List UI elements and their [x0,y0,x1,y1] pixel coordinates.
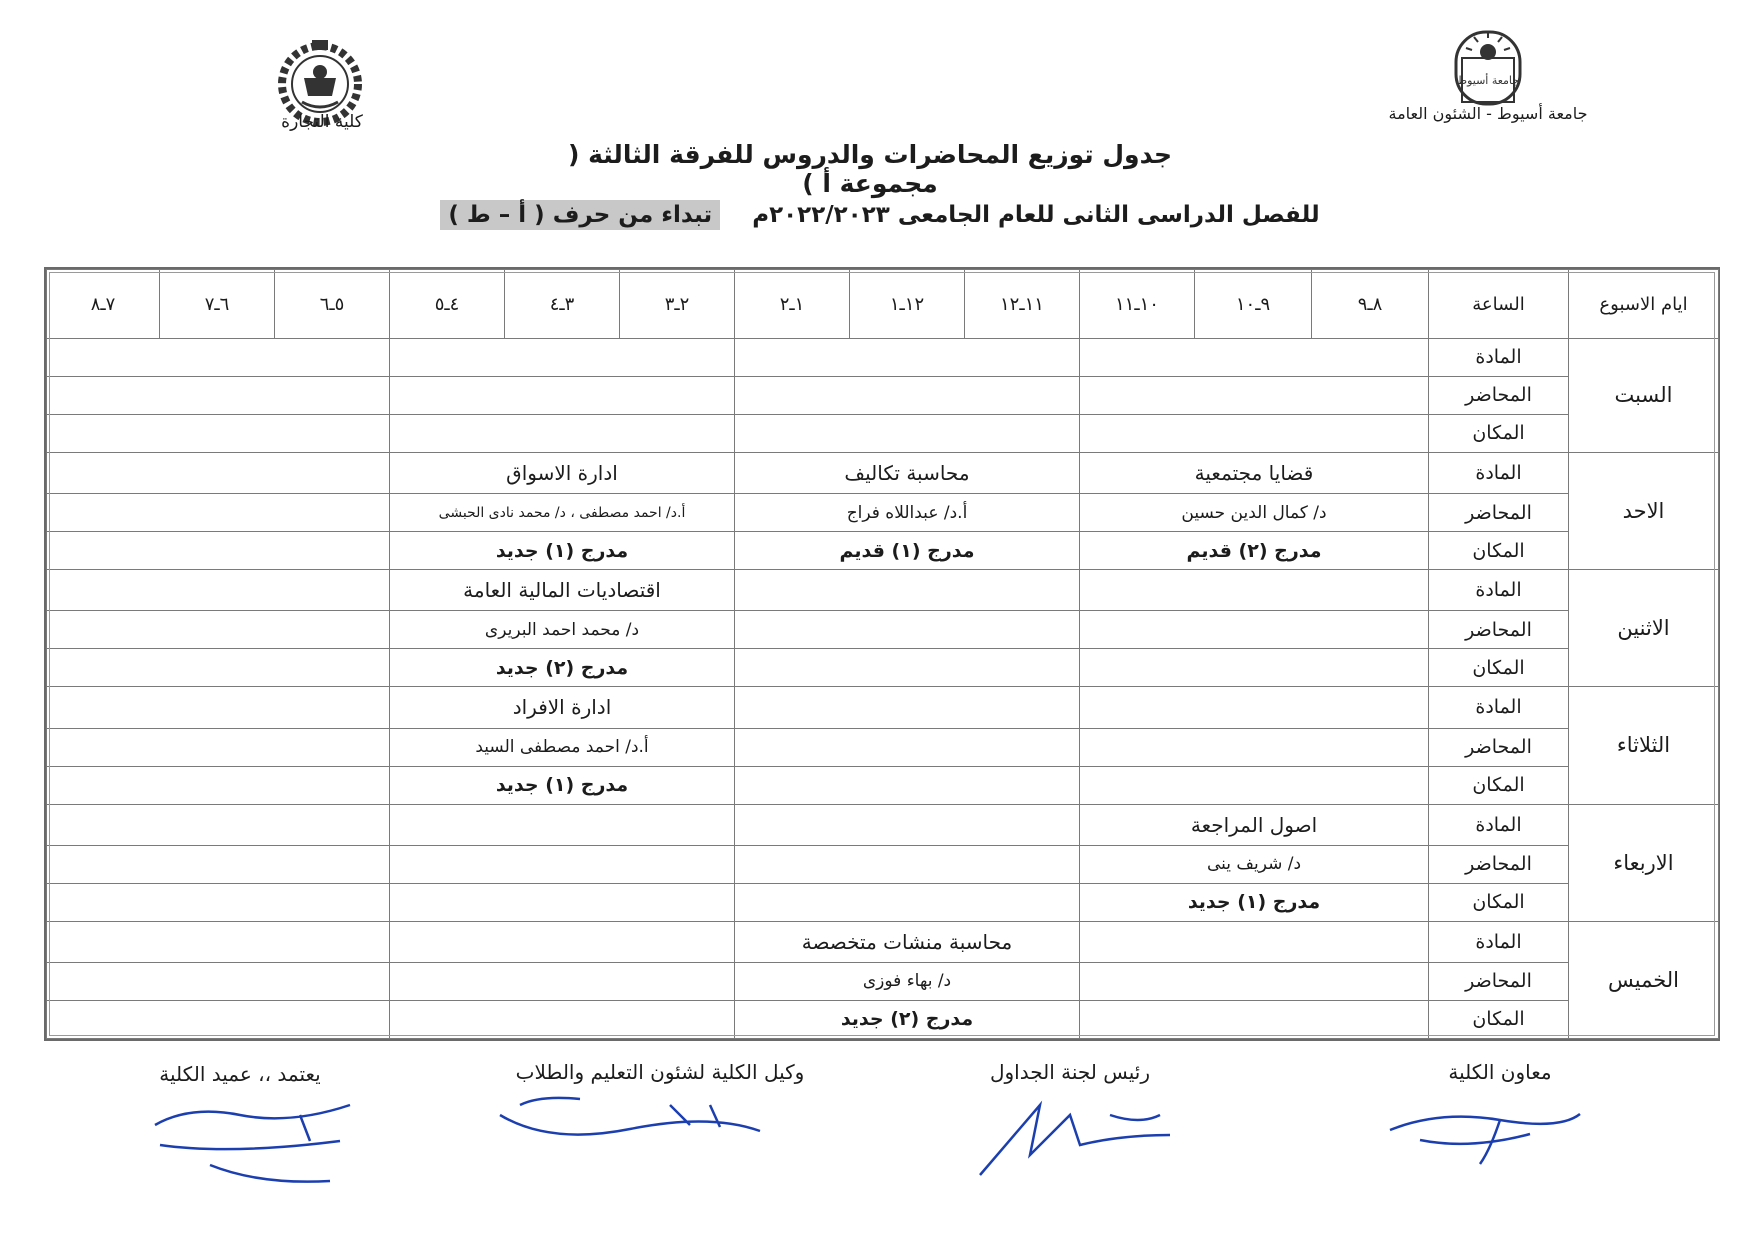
session-place [47,532,390,570]
schedule-row-lecturer [47,494,1719,532]
university-name: جامعة أسيوط - الشئون العامة [1388,104,1588,123]
header-row [47,270,1719,339]
session-subject [47,339,390,377]
schedule-row-place [47,532,1719,570]
session-lecturer: أ.د/ احمد مصطفى السيد [390,728,735,766]
session-place [1080,766,1429,804]
session-place [390,1000,735,1038]
session-subject [47,687,390,728]
time-slot-header: ٧ـ٨ [47,270,160,339]
session-subject: محاسبة تكاليف [735,452,1080,493]
session-place [735,766,1080,804]
signature-dean-label: يعتمد ،، عميد الكلية [159,1062,321,1086]
session-place: مدرج (١) جديد [390,532,735,570]
session-lecturer [47,962,390,1000]
time-slot-header: ١٢ـ١ [850,270,965,339]
session-place: مدرج (٢) جديد [390,649,735,687]
signature-vice-dean-scribble [1380,1090,1600,1170]
time-slot-header: ٣ـ٤ [505,270,620,339]
time-slot-header: ٥ـ٦ [275,270,390,339]
schedule-row-place [47,883,1719,921]
faculty-name: كلية التجارة [281,112,363,132]
session-lecturer: د/ شريف ينى [1080,845,1429,883]
session-lecturer [390,376,735,414]
row-label-subject: المادة [1429,452,1569,493]
schedule-row-subject [47,804,1719,845]
session-place [735,649,1080,687]
session-subject [735,339,1080,377]
day-name: السبت [1569,339,1719,453]
session-lecturer: أ.د/ احمد مصطفى ، د/ محمد نادى الحبشى [390,494,735,532]
session-place [1080,414,1429,452]
time-slot-header: ١٠ـ١١ [1080,270,1195,339]
schedule-row-subject [47,570,1719,611]
schedule-row-subject [47,339,1719,377]
schedule-row-place [47,1000,1719,1038]
schedule-grid [46,269,1719,1039]
row-label-subject: المادة [1429,687,1569,728]
row-label-lecturer: المحاضر [1429,376,1569,414]
row-label-subject: المادة [1429,339,1569,377]
session-lecturer [1080,728,1429,766]
session-place [47,883,390,921]
session-subject [1080,921,1429,962]
svg-text:جامعة أسيوط: جامعة أسيوط [1456,74,1520,87]
signature-education-affairs-scribble [490,1085,770,1165]
row-label-place: المكان [1429,649,1569,687]
schedule-row-lecturer [47,376,1719,414]
signature-education-affairs-label: وكيل الكلية لشئون التعليم والطلاب [515,1060,805,1084]
session-subject [735,687,1080,728]
day-name: الاثنين [1569,570,1719,687]
row-label-place: المكان [1429,766,1569,804]
session-place [1080,649,1429,687]
day-name: الاربعاء [1569,804,1719,921]
session-place: مدرج (١) جديد [1080,883,1429,921]
session-place [47,766,390,804]
row-label-place: المكان [1429,532,1569,570]
session-subject [735,570,1080,611]
session-lecturer [735,728,1080,766]
session-lecturer [735,376,1080,414]
session-subject: ادارة الاسواق [390,452,735,493]
session-lecturer: أ.د/ عبداللاه فراج [735,494,1080,532]
session-place: مدرج (١) قديم [735,532,1080,570]
signature-vice-dean-label: معاون الكلية [1448,1060,1552,1084]
page-title: جدول توزيع المحاضرات والدروس للفرقة الثالثة ( مجموعة أ ) [567,140,1173,198]
letters-range-badge: تبداء من حرف ( أ – ط ) [440,200,720,230]
hour-column-header: الساعة [1429,270,1569,339]
session-place [47,414,390,452]
session-subject [1080,687,1429,728]
session-lecturer [1080,376,1429,414]
session-lecturer [47,611,390,649]
schedule-row-subject [47,687,1719,728]
session-lecturer [47,494,390,532]
schedule-row-lecturer [47,845,1719,883]
day-name: الخميس [1569,921,1719,1038]
time-slot-header: ٩ـ١٠ [1195,270,1312,339]
row-label-place: المكان [1429,414,1569,452]
session-lecturer [1080,962,1429,1000]
session-subject [47,452,390,493]
time-slot-header: ١ـ٢ [735,270,850,339]
row-label-lecturer: المحاضر [1429,962,1569,1000]
session-place [47,649,390,687]
session-subject [735,804,1080,845]
session-place [390,883,735,921]
row-label-lecturer: المحاضر [1429,845,1569,883]
page-subtitle [440,202,1320,228]
session-place [390,414,735,452]
schedule-row-place [47,414,1719,452]
schedule-row-lecturer [47,728,1719,766]
session-subject: اصول المراجعة [1080,804,1429,845]
schedule-row-subject [47,921,1719,962]
session-lecturer: د/ بهاء فوزى [735,962,1080,1000]
session-lecturer: د/ محمد احمد البريرى [390,611,735,649]
session-place: مدرج (٢) جديد [735,1000,1080,1038]
row-label-subject: المادة [1429,570,1569,611]
day-name: الاحد [1569,452,1719,569]
time-slot-header: ٨ـ٩ [1312,270,1429,339]
row-label-place: المكان [1429,883,1569,921]
session-subject [1080,570,1429,611]
schedule-row-lecturer [47,962,1719,1000]
row-label-lecturer: المحاضر [1429,728,1569,766]
day-name: الثلاثاء [1569,687,1719,804]
session-place [47,1000,390,1038]
session-subject [47,570,390,611]
schedule-table [44,267,1720,1041]
signature-committee-label: رئيس لجنة الجداول [989,1060,1151,1084]
signature-committee-scribble [970,1085,1180,1185]
session-lecturer [47,845,390,883]
session-subject [1080,339,1429,377]
session-subject: اقتصاديات المالية العامة [390,570,735,611]
session-lecturer [735,611,1080,649]
time-slot-header: ٢ـ٣ [620,270,735,339]
session-subject [390,921,735,962]
session-subject: محاسبة منشات متخصصة [735,921,1080,962]
time-slot-header: ١١ـ١٢ [965,270,1080,339]
time-slot-header: ٦ـ٧ [160,270,275,339]
session-lecturer [390,962,735,1000]
session-place [1080,1000,1429,1038]
time-slot-header: ٤ـ٥ [390,270,505,339]
schedule-row-place [47,766,1719,804]
session-subject [47,804,390,845]
session-place [735,883,1080,921]
university-logo [1452,28,1524,108]
session-place [735,414,1080,452]
session-lecturer [735,845,1080,883]
session-subject: قضايا مجتمعية [1080,452,1429,493]
row-label-subject: المادة [1429,921,1569,962]
session-subject [390,804,735,845]
row-label-lecturer: المحاضر [1429,611,1569,649]
session-lecturer [390,845,735,883]
row-label-place: المكان [1429,1000,1569,1038]
session-lecturer [47,376,390,414]
session-place: مدرج (٢) قديم [1080,532,1429,570]
semester-line: للفصل الدراسى الثانى للعام الجامعى ٢٠٢٢/٢٠٢٣م [752,202,1320,228]
session-lecturer [1080,611,1429,649]
days-column-header: ايام الاسبوع [1569,270,1719,339]
row-label-subject: المادة [1429,804,1569,845]
session-place: مدرج (١) جديد [390,766,735,804]
session-subject: ادارة الافراد [390,687,735,728]
row-label-lecturer: المحاضر [1429,494,1569,532]
signature-dean-scribble [150,1085,360,1195]
session-subject [390,339,735,377]
schedule-row-lecturer [47,611,1719,649]
schedule-row-subject [47,452,1719,493]
session-subject [47,921,390,962]
session-lecturer [47,728,390,766]
schedule-row-place [47,649,1719,687]
session-lecturer: د/ كمال الدين حسين [1080,494,1429,532]
